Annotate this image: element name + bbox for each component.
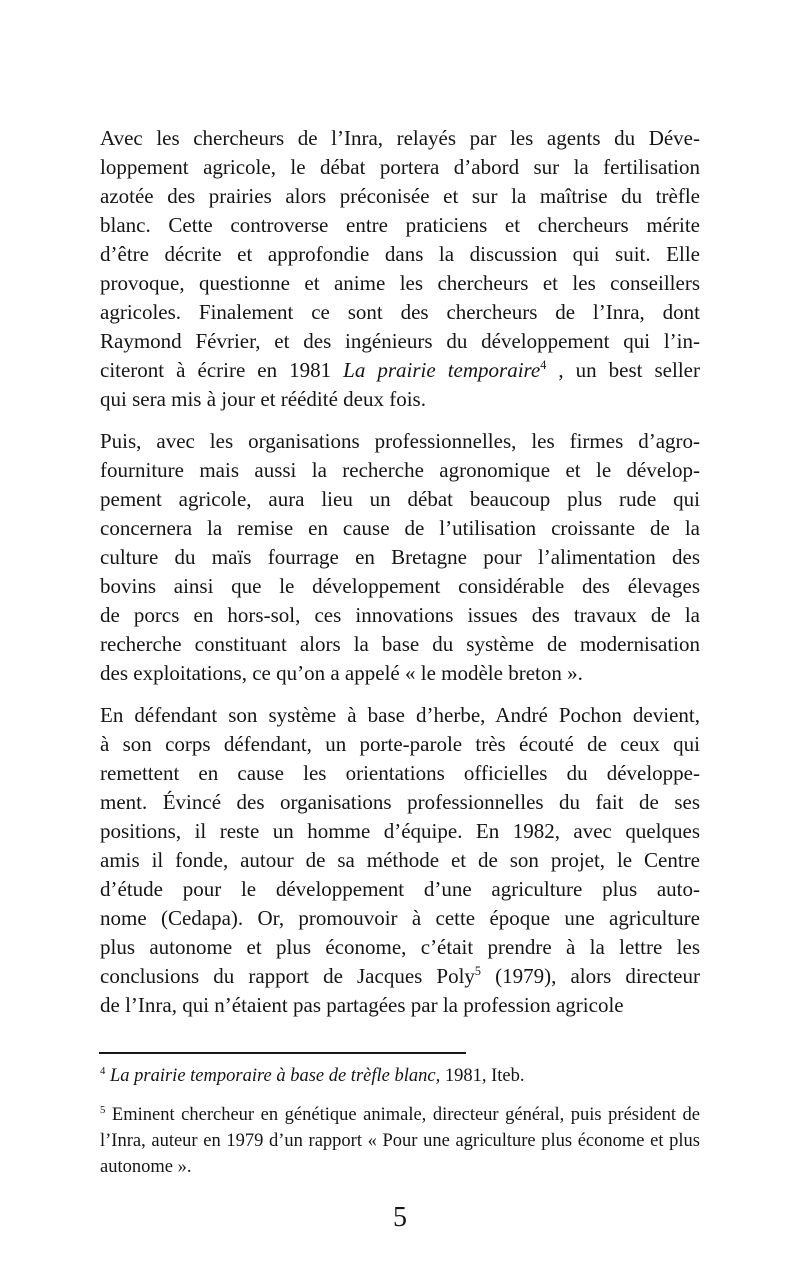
footnote — [100, 1102, 700, 1180]
text-line: Avec les chercheurs de l’Inra, relayés par les agents du Déve- — [100, 126, 700, 150]
text-line: loppement agricole, le débat portera d’abord sur la fertilisation — [100, 155, 700, 179]
text-line: $^4$ La prairie temporaire à base de trèfle blanc, 1981, Iteb. — [100, 1064, 525, 1086]
text-line: l’Inra, auteur en 1979 d’un rapport « Pour une agriculture plus économe et plus — [100, 1131, 700, 1151]
text-line: fourniture mais aussi la recherche agronomique et le dévelop- — [100, 458, 700, 482]
text-line: concernera la remise en cause de l’utilisation croissante de la — [100, 516, 700, 540]
text-line: amis il fonde, autour de sa méthode et de son projet, le Centre — [100, 848, 700, 872]
footnotes — [100, 1063, 700, 1193]
text-line: citeront à écrire en 1981 La prairie temporaire$^4$ , un best seller — [100, 358, 700, 382]
paragraph — [100, 124, 700, 414]
text-line: agricoles. Finalement ce sont des chercheurs de l’Inra, dont — [100, 300, 700, 324]
text-line: d’étude pour le développement d’une agriculture plus auto- — [100, 877, 700, 901]
text-line: à son corps défendant, un porte-parole très écouté de ceux qui — [100, 732, 700, 756]
text-line: plus autonome et plus économe, c’était prendre à la lettre les — [100, 935, 700, 959]
text-line: conclusions du rapport de Jacques Poly$^5$ (1979), alors directeur — [100, 964, 700, 988]
page-number: 5 — [393, 1202, 407, 1233]
text-line: culture du maïs fourrage en Bretagne pour l’alimentation des — [100, 545, 700, 569]
paragraphs — [100, 124, 700, 1020]
text-line: bovins ainsi que le développement considérable des élevages — [100, 574, 700, 598]
text-line: En défendant son système à base d’herbe, André Pochon devient, — [100, 703, 700, 727]
text-line: blanc. Cette controverse entre praticiens et chercheurs mérite — [100, 213, 700, 237]
text-line: provoque, questionne et anime les chercheurs et les conseillers — [100, 271, 700, 295]
footnote — [100, 1063, 700, 1089]
text-line: de l’Inra, qui n’étaient pas partagées par la profession agricole — [100, 993, 624, 1017]
text-line: ment. Évincé des organisations professionnelles du fait de ses — [100, 790, 700, 814]
text-line: recherche constituant alors la base du système de modernisation — [100, 632, 700, 656]
text-line: remettent en cause les orientations officielles du développe- — [100, 761, 700, 785]
text-line: qui sera mis à jour et réédité deux fois. — [100, 387, 426, 411]
text-line: $^5$ Eminent chercheur en génétique animale, directeur général, puis président de — [100, 1103, 700, 1125]
text-block — [100, 124, 700, 1033]
text-line: pement agricole, aura lieu un débat beaucoup plus rude qui — [100, 487, 700, 511]
text-line: nome (Cedapa). Or, promouvoir à cette époque une agriculture — [100, 906, 700, 930]
text-line: des exploitations, ce qu’on a appelé « le modèle breton ». — [100, 661, 583, 685]
paragraph — [100, 427, 700, 688]
text-line: positions, il reste un homme d’équipe. En 1982, avec quelques — [100, 819, 700, 843]
text-line: d’être décrite et approfondie dans la discussion qui suit. Elle — [100, 242, 700, 266]
text-line: azotée des prairies alors préconisée et sur la maîtrise du trèfle — [100, 184, 700, 208]
paragraph — [100, 701, 700, 1020]
text-line: autonome ». — [100, 1157, 192, 1177]
footnote-separator — [99, 1052, 466, 1054]
text-line: de porcs en hors-sol, ces innovations issues des travaux de la — [100, 603, 700, 627]
text-line: Puis, avec les organisations professionnelles, les firmes d’agro- — [100, 429, 700, 453]
text-line: Raymond Février, et des ingénieurs du développement qui l’in- — [100, 329, 700, 353]
